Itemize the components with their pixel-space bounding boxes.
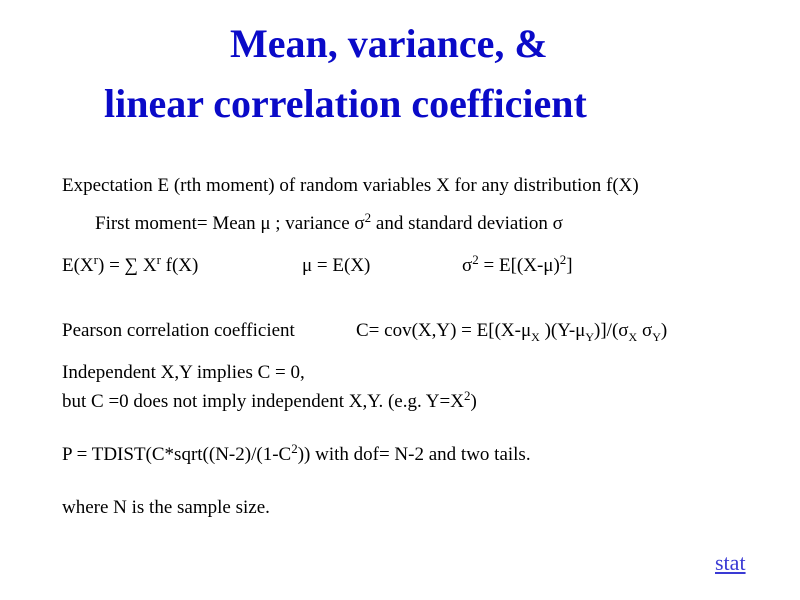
p-value-line: [62, 443, 531, 468]
slide-title-line-1: Mean, variance, &: [230, 21, 548, 66]
pearson-end: ): [660, 320, 668, 341]
pearson-sub-y2: Y: [652, 330, 661, 344]
formula-e3-sq2: 2: [559, 252, 567, 267]
pearson-mid3: σ: [637, 320, 653, 341]
p-line-b: )) with dof= N-2 and two tails.: [297, 444, 531, 465]
pearson-label: Pearson correlation coefficient: [62, 320, 295, 341]
first-moment-text-c: and standard deviation: [371, 213, 553, 234]
formula-e1-r2: r: [156, 252, 161, 267]
formula-expectation: [62, 254, 198, 279]
squared-superscript: 2: [364, 210, 372, 225]
formula-e1-end: f(X): [160, 255, 199, 276]
sigma-symbol: σ: [354, 213, 365, 234]
first-moment-line: [95, 212, 563, 237]
independent-line-2: [62, 390, 477, 415]
formula-e1-mid: ) = ∑ X: [98, 255, 157, 276]
formula-e3-sigma: σ: [462, 255, 473, 276]
pearson-mid1: )(Y-μ: [539, 320, 586, 341]
formula-e3-mid: = E[(X-μ): [478, 255, 560, 276]
formula-e1-r: r: [93, 252, 98, 267]
mu-symbol: μ: [260, 213, 271, 234]
pearson-mid2: )]/(σ: [594, 320, 629, 341]
sigma-symbol-2: σ: [552, 213, 563, 234]
expectation-text: Expectation E (rth moment) of random variables X for any distribution f(X): [62, 175, 639, 196]
independent-line-1: Independent X,Y implies C = 0,: [62, 362, 305, 383]
stat-link[interactable]: stat: [715, 550, 746, 575]
formula-variance: [462, 254, 573, 279]
slide-title-line-2: linear correlation coefficient: [104, 81, 587, 126]
pearson-sub-y: Y: [585, 330, 595, 344]
independent-line-2-a: but C =0 does not imply independent X,Y. (e.g. Y=X: [62, 391, 464, 412]
pearson-formula: [356, 319, 667, 344]
p-line-sq: 2: [291, 441, 298, 456]
p-line-a: P = TDIST(C*sqrt((N-2)/(1-C: [62, 444, 292, 465]
sample-size-note: where N is the sample size.: [62, 497, 270, 518]
first-moment-text-b: ; variance: [270, 213, 355, 234]
formula-e1-prefix: E(X: [62, 255, 94, 276]
first-moment-text-a: First moment= Mean: [95, 213, 261, 234]
pearson-sub-x2: X: [628, 330, 638, 344]
formula-mean: μ = E(X): [302, 255, 371, 276]
independent-line-2-sq: 2: [463, 388, 471, 403]
formula-e3-sq: 2: [472, 252, 479, 267]
pearson-c-prefix: C= cov(X,Y) = E[(X-μ: [356, 320, 532, 341]
formula-e3-end: ]: [566, 255, 573, 276]
independent-line-2-b: ): [470, 391, 477, 412]
pearson-sub-x: X: [531, 330, 540, 344]
